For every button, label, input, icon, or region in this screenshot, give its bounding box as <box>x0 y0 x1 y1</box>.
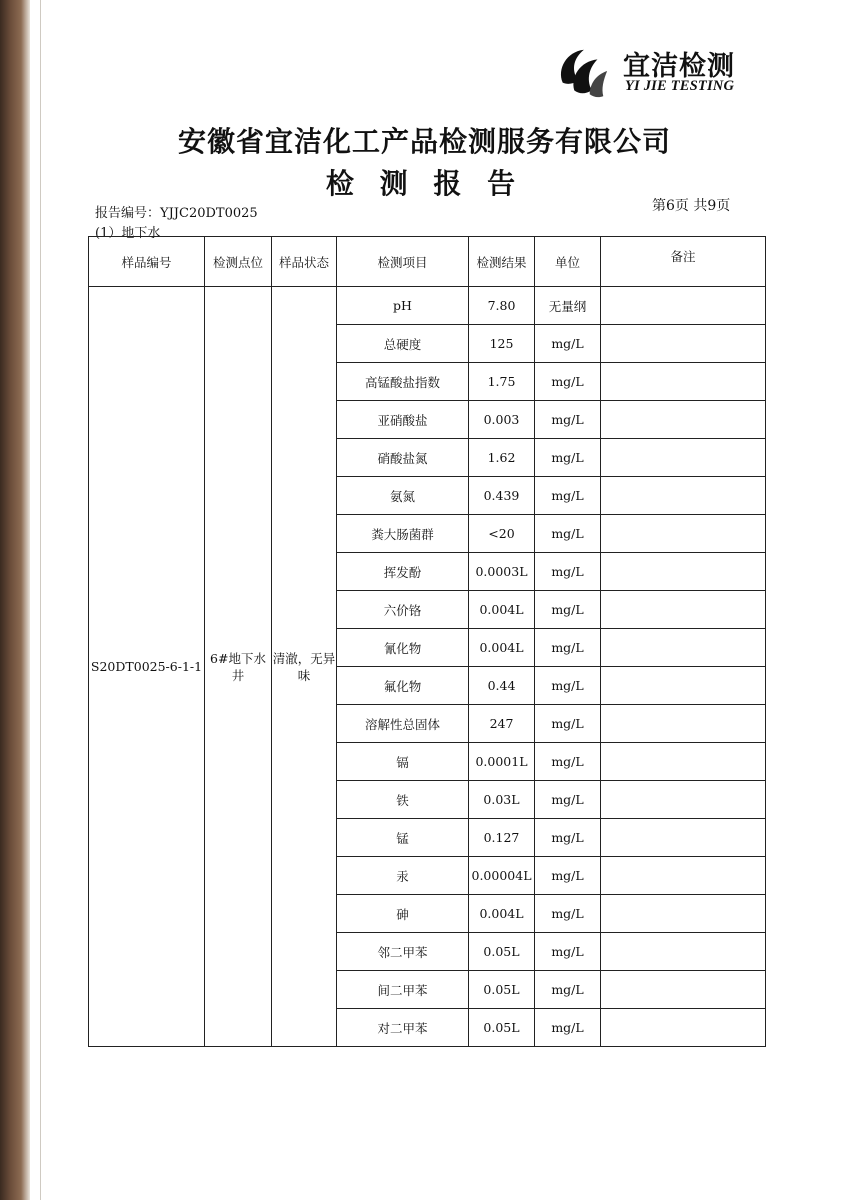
unit-cell: mg/L <box>535 515 601 553</box>
header-item: 检测项目 <box>337 237 469 287</box>
item-cell: 六价铬 <box>337 591 469 629</box>
result-cell: 0.004L <box>469 629 535 667</box>
result-cell: 1.62 <box>469 439 535 477</box>
note-cell <box>601 363 766 401</box>
result-cell: 0.0003L <box>469 553 535 591</box>
note-cell <box>601 705 766 743</box>
results-table <box>88 236 766 1047</box>
company-name: 安徽省宜洁化工产品检测服务有限公司 <box>177 125 671 158</box>
unit-cell: mg/L <box>535 553 601 591</box>
unit-cell: mg/L <box>535 363 601 401</box>
note-cell <box>601 591 766 629</box>
item-cell: 氨氮 <box>337 477 469 515</box>
result-cell: 0.127 <box>469 819 535 857</box>
result-cell: 7.80 <box>469 287 535 325</box>
table-header-row <box>89 237 766 287</box>
logo-name-cn: 宜洁检测 <box>623 51 735 82</box>
report-number: 报告编号：YJJC20DT0025 <box>95 206 258 221</box>
header-location: 检测点位 <box>205 237 272 287</box>
unit-cell: mg/L <box>535 819 601 857</box>
result-cell: 0.0001L <box>469 743 535 781</box>
item-cell: 氟化物 <box>337 667 469 705</box>
unit-cell: mg/L <box>535 325 601 363</box>
item-cell: 汞 <box>337 857 469 895</box>
note-cell <box>601 781 766 819</box>
state-cell: 清澈，无异味 <box>272 287 337 1047</box>
item-cell: 镉 <box>337 743 469 781</box>
sample-id-cell: S20DT0025-6-1-1 <box>89 287 205 1047</box>
note-cell <box>601 477 766 515</box>
result-cell: 0.004L <box>469 895 535 933</box>
note-cell <box>601 515 766 553</box>
item-cell: 锰 <box>337 819 469 857</box>
result-cell: 0.05L <box>469 971 535 1009</box>
section-heading: (1）地下水 <box>95 226 161 241</box>
note-cell <box>601 325 766 363</box>
item-cell: 氰化物 <box>337 629 469 667</box>
unit-cell: mg/L <box>535 401 601 439</box>
result-cell: <20 <box>469 515 535 553</box>
item-cell: 邻二甲苯 <box>337 933 469 971</box>
result-cell: 0.00004L <box>469 857 535 895</box>
header-state: 样品状态 <box>272 237 337 287</box>
table-row <box>89 287 766 325</box>
result-cell: 0.05L <box>469 933 535 971</box>
unit-cell: mg/L <box>535 933 601 971</box>
result-cell: 0.003 <box>469 401 535 439</box>
result-cell: 0.05L <box>469 1009 535 1047</box>
note-cell <box>601 743 766 781</box>
result-cell: 247 <box>469 705 535 743</box>
company-logo <box>553 40 763 110</box>
location-cell: 6#地下水井 <box>205 287 272 1047</box>
result-cell: 1.75 <box>469 363 535 401</box>
logo-swirl-icon <box>553 42 611 100</box>
header-result: 检测结果 <box>469 237 535 287</box>
unit-cell: mg/L <box>535 895 601 933</box>
logo-name-en: YI JIE TESTING <box>625 78 735 94</box>
unit-cell: mg/L <box>535 1009 601 1047</box>
unit-cell: mg/L <box>535 705 601 743</box>
unit-cell: mg/L <box>535 667 601 705</box>
item-cell: 亚硝酸盐 <box>337 401 469 439</box>
result-cell: 0.44 <box>469 667 535 705</box>
note-cell <box>601 553 766 591</box>
note-cell <box>601 401 766 439</box>
item-cell: 挥发酚 <box>337 553 469 591</box>
unit-cell: mg/L <box>535 743 601 781</box>
note-cell <box>601 1009 766 1047</box>
unit-cell: mg/L <box>535 971 601 1009</box>
note-cell <box>601 933 766 971</box>
header-unit: 单位 <box>535 237 601 287</box>
note-cell <box>601 895 766 933</box>
item-cell: 铁 <box>337 781 469 819</box>
item-cell: 砷 <box>337 895 469 933</box>
header-sample-id: 样品编号 <box>89 237 205 287</box>
item-cell: 对二甲苯 <box>337 1009 469 1047</box>
item-cell: 总硬度 <box>337 325 469 363</box>
item-cell: pH <box>337 287 469 325</box>
unit-cell: mg/L <box>535 857 601 895</box>
note-cell <box>601 819 766 857</box>
item-cell: 间二甲苯 <box>337 971 469 1009</box>
note-cell <box>601 971 766 1009</box>
item-cell: 硝酸盐氮 <box>337 439 469 477</box>
item-cell: 溶解性总固体 <box>337 705 469 743</box>
item-cell: 高锰酸盐指数 <box>337 363 469 401</box>
unit-cell: mg/L <box>535 629 601 667</box>
note-cell <box>601 857 766 895</box>
unit-cell: mg/L <box>535 439 601 477</box>
note-cell <box>601 629 766 667</box>
unit-cell: 无量纲 <box>535 287 601 325</box>
result-cell: 0.439 <box>469 477 535 515</box>
header-note: 备注 <box>601 237 766 287</box>
page-indicator: 第6页 共9页 <box>652 198 731 214</box>
report-title: 检 测 报 告 <box>325 167 524 200</box>
note-cell <box>601 287 766 325</box>
item-cell: 粪大肠菌群 <box>337 515 469 553</box>
unit-cell: mg/L <box>535 477 601 515</box>
result-cell: 0.03L <box>469 781 535 819</box>
note-cell <box>601 439 766 477</box>
unit-cell: mg/L <box>535 781 601 819</box>
result-cell: 0.004L <box>469 591 535 629</box>
result-cell: 125 <box>469 325 535 363</box>
unit-cell: mg/L <box>535 591 601 629</box>
note-cell <box>601 667 766 705</box>
